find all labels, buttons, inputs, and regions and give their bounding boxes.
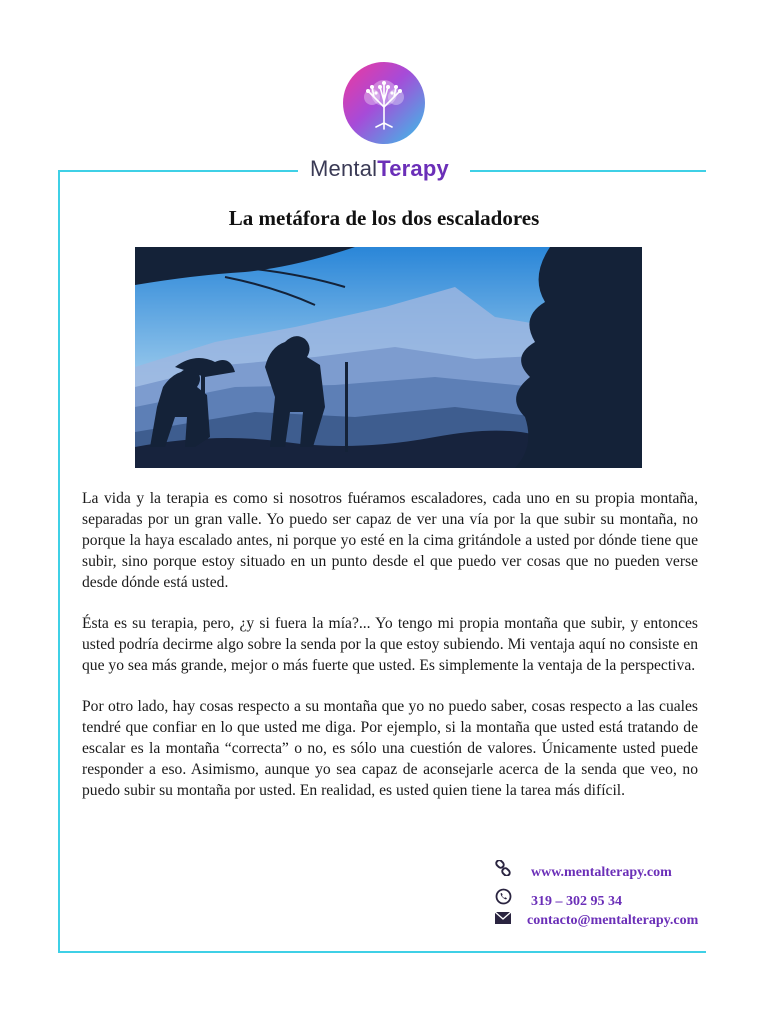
brand-part1: Mental bbox=[310, 156, 378, 181]
contact-web-row[interactable] bbox=[495, 860, 672, 881]
article-body bbox=[82, 488, 698, 821]
contact-phone-row[interactable] bbox=[495, 888, 622, 910]
frame-line-bottom bbox=[58, 951, 706, 953]
page-title: La metáfora de los dos escaladores bbox=[228, 206, 540, 230]
envelope-icon bbox=[495, 912, 517, 929]
frame-line-top-left bbox=[58, 170, 298, 172]
frame-line-top-right bbox=[470, 170, 706, 172]
phone-number[interactable]: 319 – 302 95 34 bbox=[531, 894, 622, 909]
paragraph-2: Ésta es su terapia, pero, ¿y si fuera la mía?... Yo tengo mi propia montaña que subir, y entonces usted podría decirme algo sobre la senda por la que estoy subiendo. Mi ventaja aquí no consiste en que yo sea más grande, mejor o más fuerte que usted. Es simplemente la ventaja de la perspectiva. bbox=[82, 615, 698, 674]
frame-line-left bbox=[58, 170, 60, 952]
climbers-illustration bbox=[135, 247, 642, 468]
brand-part2: Terapy bbox=[377, 156, 449, 181]
whatsapp-icon bbox=[495, 888, 517, 910]
brand-name bbox=[310, 156, 449, 182]
email-link[interactable]: contacto@mentalterapy.com bbox=[527, 913, 699, 928]
paragraph-1: La vida y la terapia es como si nosotros fuéramos escaladores, cada uno en su propia montaña, separadas por un gran valle. Yo puedo ser capaz de ver una vía por la que subir su montaña, no porque la haya escalado antes, ni porque yo esté en la cima gritándole a usted por dónde tiene que subir, sino porque estoy situado en un punto desde el que puedo ver cosas que no pueden verse desde dónde está usted. bbox=[82, 490, 698, 591]
website-link[interactable]: www.mentalterapy.com bbox=[531, 865, 672, 880]
link-icon bbox=[495, 860, 517, 881]
tree-logo-icon bbox=[343, 62, 425, 144]
logo bbox=[0, 62, 768, 144]
paragraph-3: Por otro lado, hay cosas respecto a su montaña que yo no puedo saber, cosas respecto a las cuales tendré que confiar en lo que usted me diga. Por ejemplo, si la montaña que usted está tratando de escalar es la montaña “correcta” o no, es sólo una cuestión de valores. Únicamente usted puede responder a eso. Asimismo, aunque yo sea capaz de aconsejarle acerca de la senda que veo, no puedo subir su montaña por usted. En realidad, es usted quien tiene la tarea más difícil. bbox=[82, 698, 698, 799]
contact-email-row[interactable] bbox=[495, 912, 698, 929]
